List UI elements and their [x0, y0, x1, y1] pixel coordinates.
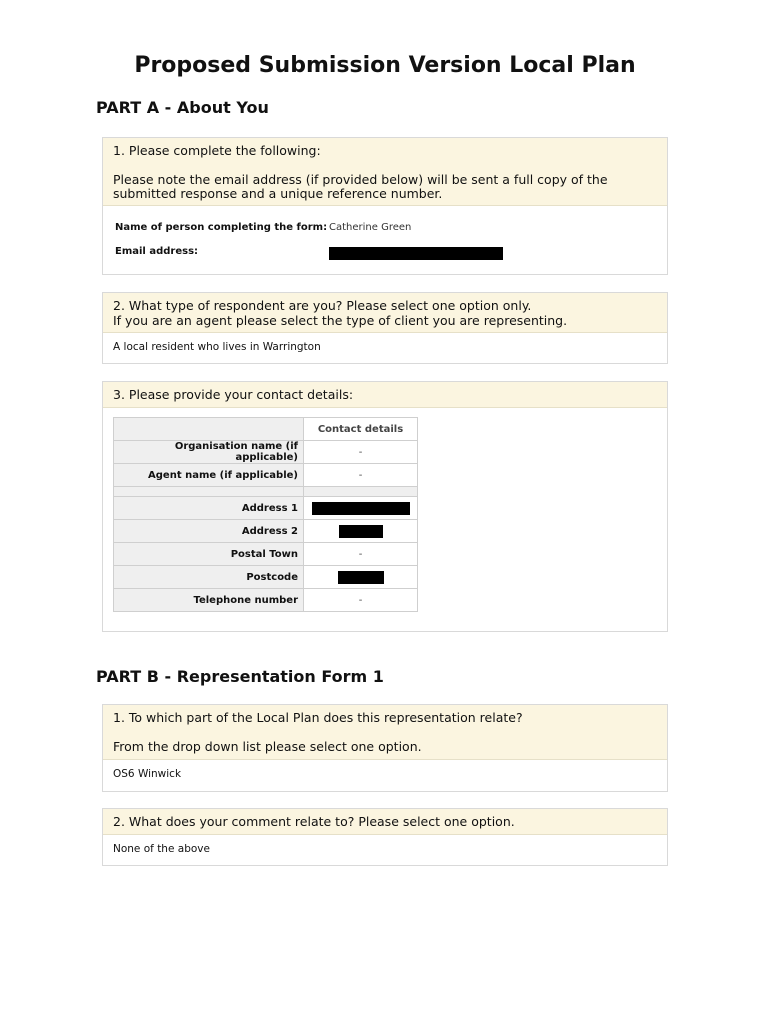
row-value [304, 566, 418, 589]
address-1-redacted [312, 502, 410, 515]
row-label: Telephone number [114, 589, 304, 612]
table-row [114, 464, 418, 487]
part-b-question-2-answer: None of the above [113, 843, 210, 855]
spacer-cell [114, 487, 304, 497]
question-1-header [103, 138, 667, 206]
part-b-heading: PART B - Representation Form 1 [96, 667, 384, 686]
contact-details-table [113, 417, 418, 612]
part-b-question-1-text: 1. To which part of the Local Plan does this representation relate? [113, 710, 523, 725]
question-2-text-line1: 2. What type of respondent are you? Please select one option only. [113, 298, 532, 313]
question-2-box [102, 292, 668, 364]
part-b-question-1-instruction: From the drop down list please select one option. [113, 738, 422, 754]
question-3-box [102, 381, 668, 632]
row-value: - [304, 441, 418, 464]
table-row [114, 543, 418, 566]
row-label: Postcode [114, 566, 304, 589]
part-b-question-1-header [103, 705, 667, 760]
row-value [304, 497, 418, 520]
page-title: Proposed Submission Version Local Plan [134, 53, 636, 78]
email-redacted [329, 247, 503, 260]
part-b-question-1-box [102, 704, 668, 792]
name-label: Name of person completing the form: [115, 222, 328, 233]
question-1-text: 1. Please complete the following: [113, 143, 321, 158]
row-label: Postal Town [114, 543, 304, 566]
part-b-question-1-answer: OS6 Winwick [113, 768, 182, 780]
row-label: Address 1 [114, 497, 304, 520]
row-value: - [304, 464, 418, 487]
question-1-note: Please note the email address (if provided below) will be sent a full copy of the submitted response and a unique reference number. [113, 171, 608, 201]
spacer-cell [304, 487, 418, 497]
table-column-header: Contact details [304, 418, 418, 441]
question-3-text: 3. Please provide your contact details: [113, 387, 354, 402]
postcode-redacted [338, 571, 384, 584]
table-header-row [114, 418, 418, 441]
table-header-blank [114, 418, 304, 441]
question-1-box [102, 137, 668, 275]
part-a-heading: PART A - About You [96, 98, 269, 117]
question-2-answer: A local resident who lives in Warrington [113, 341, 321, 353]
table-row [114, 497, 418, 520]
email-label: Email address: [115, 246, 199, 257]
row-label: Address 2 [114, 520, 304, 543]
row-label: Organisation name (if applicable) [114, 441, 304, 464]
table-row [114, 589, 418, 612]
address-2-redacted [339, 525, 383, 538]
table-row [114, 441, 418, 464]
question-3-header [103, 382, 667, 408]
part-b-question-2-text: 2. What does your comment relate to? Please select one option. [113, 814, 515, 829]
table-row [114, 566, 418, 589]
row-value [304, 520, 418, 543]
row-label: Agent name (if applicable) [114, 464, 304, 487]
table-spacer-row [114, 487, 418, 497]
row-value: - [304, 543, 418, 566]
part-b-question-2-box [102, 808, 668, 866]
table-row [114, 520, 418, 543]
question-2-text-line2: If you are an agent please select the type of client you are representing. [113, 312, 568, 328]
part-b-question-2-header [103, 809, 667, 835]
name-value: Catherine Green [329, 222, 412, 233]
row-value: - [304, 589, 418, 612]
question-2-header [103, 293, 667, 333]
